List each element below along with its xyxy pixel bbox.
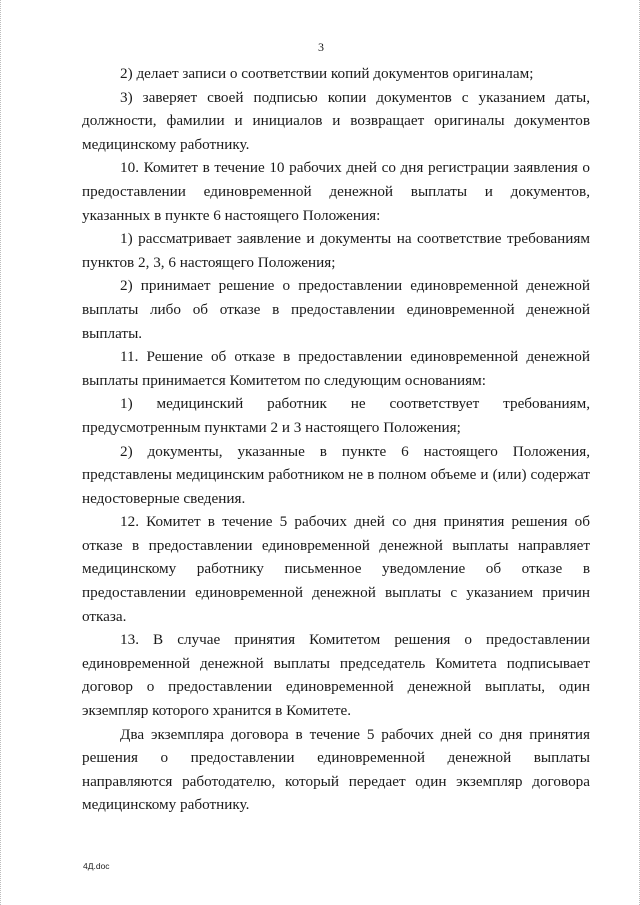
paragraph-clause-10-item-1: 1) рассматривает заявление и документы на соответствие требованиям пунктов 2, 3, 6 настоящего Положения; (82, 230, 590, 271)
paragraph-clause-10-item-2: 2) принимает решение о предоставлении единовременной денежной выплаты либо об отказе в предоставлении единовременной денежной выплаты. (82, 277, 590, 342)
paragraph-clause-11-item-1: 1) медицинский работник не соответствует требованиям, предусмотренным пунктами 2 и 3 настоящего Положения; (82, 395, 590, 436)
paragraph-clause-11: 11. Решение об отказе в предоставлении единовременной денежной выплаты принимается Комитетом по следующим основаниям: (82, 348, 590, 389)
paragraph-item-2-copies: 2) делает записи о соответствии копий документов оригиналам; (120, 65, 534, 82)
paragraph-contract-copies: Два экземпляра договора в течение 5 рабочих дней со дня принятия решения о предоставлении единовременной денежной выплаты направляются работодателю, который передает один экземпляр договора медицинскому работнику. (82, 725, 590, 814)
paragraph-clause-10: 10. Комитет в течение 10 рабочих дней со дня регистрации заявления о предоставлении единовременной денежной выплаты и документов, указанных в пункте 6 настоящего Положения: (82, 159, 590, 224)
paragraph-clause-13: 13. В случае принятия Комитетом решения о предоставлении единовременной денежной выплаты председатель Комитета подписывает договор о предоставлении единовременной денежной выплаты, один экземпляр которого хранится в Комитете. (82, 631, 590, 720)
document-body (82, 62, 590, 817)
paragraph-clause-12: 12. Комитет в течение 5 рабочих дней со дня принятия решения об отказе в предоставлении единовременной денежной выплаты направляет медицинскому работнику письменное уведомление об отказе в предоставлении единовременной денежной выплаты с указанием причин отказа. (82, 513, 590, 625)
paragraph-item-3-certify: 3) заверяет своей подписью копии документов с указанием даты, должности, фамилии и инициалов и возвращает оригиналы документов медицинскому работнику. (82, 88, 590, 153)
page-number: 3 (318, 40, 324, 54)
file-name-footer: 4Д.doc (83, 861, 110, 871)
paragraph-clause-11-item-2: 2) документы, указанные в пункте 6 настоящего Положения, представлены медицинским работником не в полном объеме и (или) содержат недостоверные сведения. (82, 442, 590, 507)
